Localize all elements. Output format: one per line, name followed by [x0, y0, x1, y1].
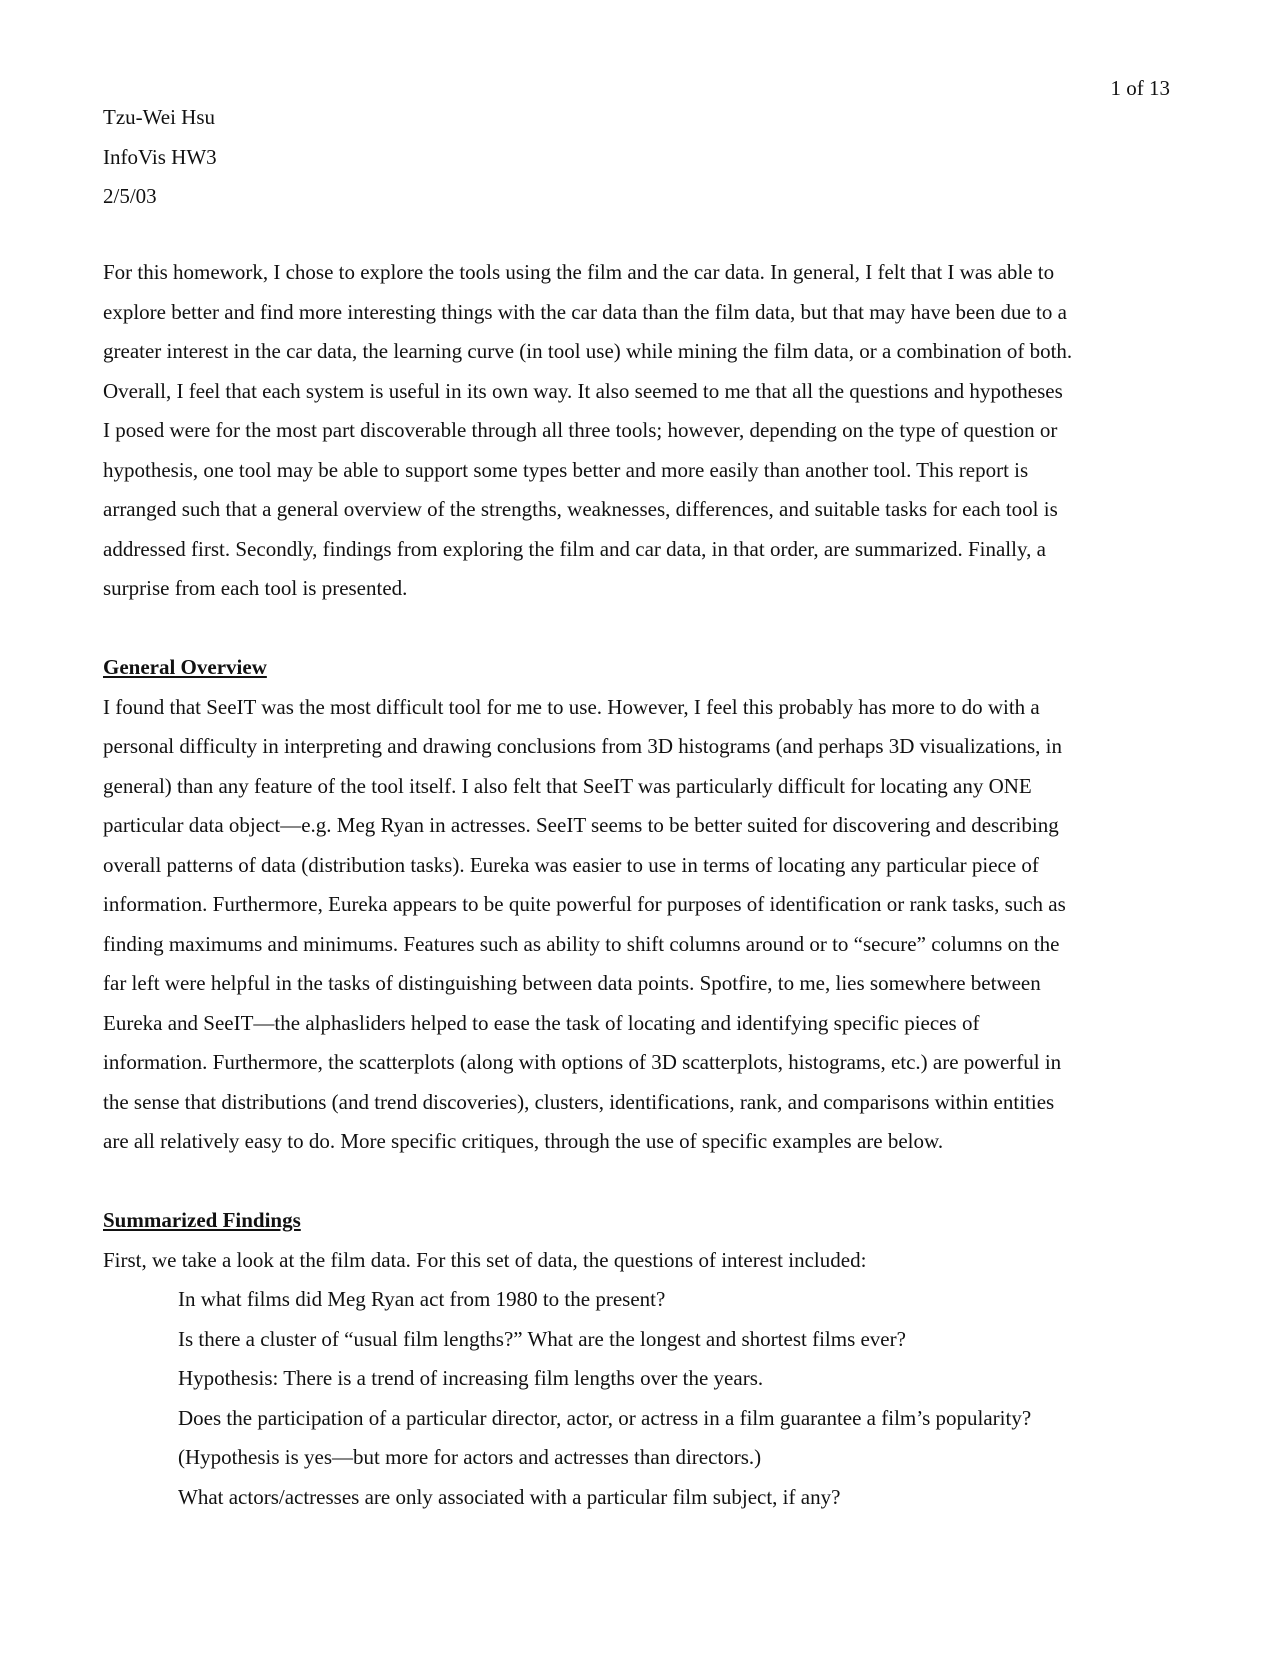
paragraph-line: Overall, I feel that each system is useful in its own way. It also seemed to me that all the questions and hypotheses [103, 378, 1063, 403]
document-body [103, 253, 1203, 1517]
document-date: 2/5/03 [103, 184, 157, 208]
intro-paragraph [103, 253, 1203, 609]
paragraph-line: general) than any feature of the tool itself. I also felt that SeeIT was particularly difficult for locating any ONE [103, 773, 1032, 798]
spacer [103, 1162, 1203, 1202]
paragraph-line: information. Furthermore, the scatterplots (along with options of 3D scatterplots, histograms, etc.) are powerful in [103, 1050, 1062, 1074]
findings-intro-line: First, we take a look at the film data. For this set of data, the questions of interest included: [103, 1247, 867, 1272]
paragraph-line: surprise from each tool is presented. [103, 576, 408, 600]
paragraph-line: overall patterns of data (distribution tasks). Eureka was easier to use in terms of locating any particular piece of [103, 852, 1039, 877]
paragraph-line: greater interest in the car data, the learning curve (in tool use) while mining the film data, or a combination of both. [103, 339, 1073, 363]
question-item: What actors/actresses are only associated with a particular film subject, if any? [178, 1484, 841, 1509]
paragraph-line: personal difficulty in interpreting and drawing conclusions from 3D histograms (and perhaps 3D visualizations, in [103, 734, 1062, 758]
paragraph-line: are all relatively easy to do. More specific critiques, through the use of specific examples are below. [103, 1129, 944, 1153]
paragraph-line: explore better and find more interesting things with the car data than the film data, but that may have been due to a [103, 299, 1067, 324]
page-number: 1 of 13 [1110, 76, 1170, 100]
section-heading-general-overview: General Overview [103, 655, 267, 679]
spacer [103, 609, 1203, 649]
paragraph-line: finding maximums and minimums. Features such as ability to shift columns around or to “secure” columns on the [103, 931, 1060, 956]
paragraph-line: the sense that distributions (and trend discoveries), clusters, identifications, rank, and comparisons within entities [103, 1089, 1055, 1114]
author-name: Tzu-Wei Hsu [103, 105, 216, 129]
question-item: Hypothesis: There is a trend of increasing film lengths over the years. [178, 1366, 764, 1390]
course-title: InfoVis HW3 [103, 144, 217, 169]
question-item: Does the participation of a particular director, actor, or actress in a film guarantee a film’s popularity? [178, 1405, 1032, 1430]
paragraph-line: particular data object—e.g. Meg Ryan in actresses. SeeIT seems to be better suited for discovering and describing [103, 813, 1059, 837]
question-item: In what films did Meg Ryan act from 1980 to the present? [178, 1287, 666, 1311]
section-heading-summarized-findings: Summarized Findings [103, 1208, 301, 1232]
paragraph-line: I posed were for the most part discoverable through all three tools; however, depending on the type of question or [103, 418, 1058, 442]
question-item: (Hypothesis is yes—but more for actors and actresses than directors.) [178, 1445, 762, 1469]
document-header [103, 98, 217, 217]
general-overview-paragraph [103, 688, 1203, 1162]
paragraph-line: information. Furthermore, Eureka appears to be quite powerful for purposes of identification or rank tasks, such as [103, 892, 1066, 916]
paragraph-line: far left were helpful in the tasks of distinguishing between data points. Spotfire, to me, lies somewhere between [103, 971, 1041, 995]
paragraph-line: Eureka and SeeIT—the alphasliders helped to ease the task of locating and identifying specific pieces of [103, 1010, 980, 1035]
paragraph-line: hypothesis, one tool may be able to support some types better and more easily than another tool. This report is [103, 457, 1029, 482]
questions-list [103, 1280, 1203, 1517]
paragraph-line: arranged such that a general overview of the strengths, weaknesses, differences, and suitable tasks for each tool is [103, 497, 1058, 521]
paragraph-line: For this homework, I chose to explore the tools using the film and the car data. In general, I felt that I was able to [103, 260, 1055, 284]
paragraph-line: addressed first. Secondly, findings from exploring the film and car data, in that order, are summarized. Finally, a [103, 536, 1046, 561]
question-item: Is there a cluster of “usual film lengths?” What are the longest and shortest films ever? [178, 1326, 906, 1351]
paragraph-line: I found that SeeIT was the most difficult tool for me to use. However, I feel this probably has more to do with a [103, 694, 1040, 719]
